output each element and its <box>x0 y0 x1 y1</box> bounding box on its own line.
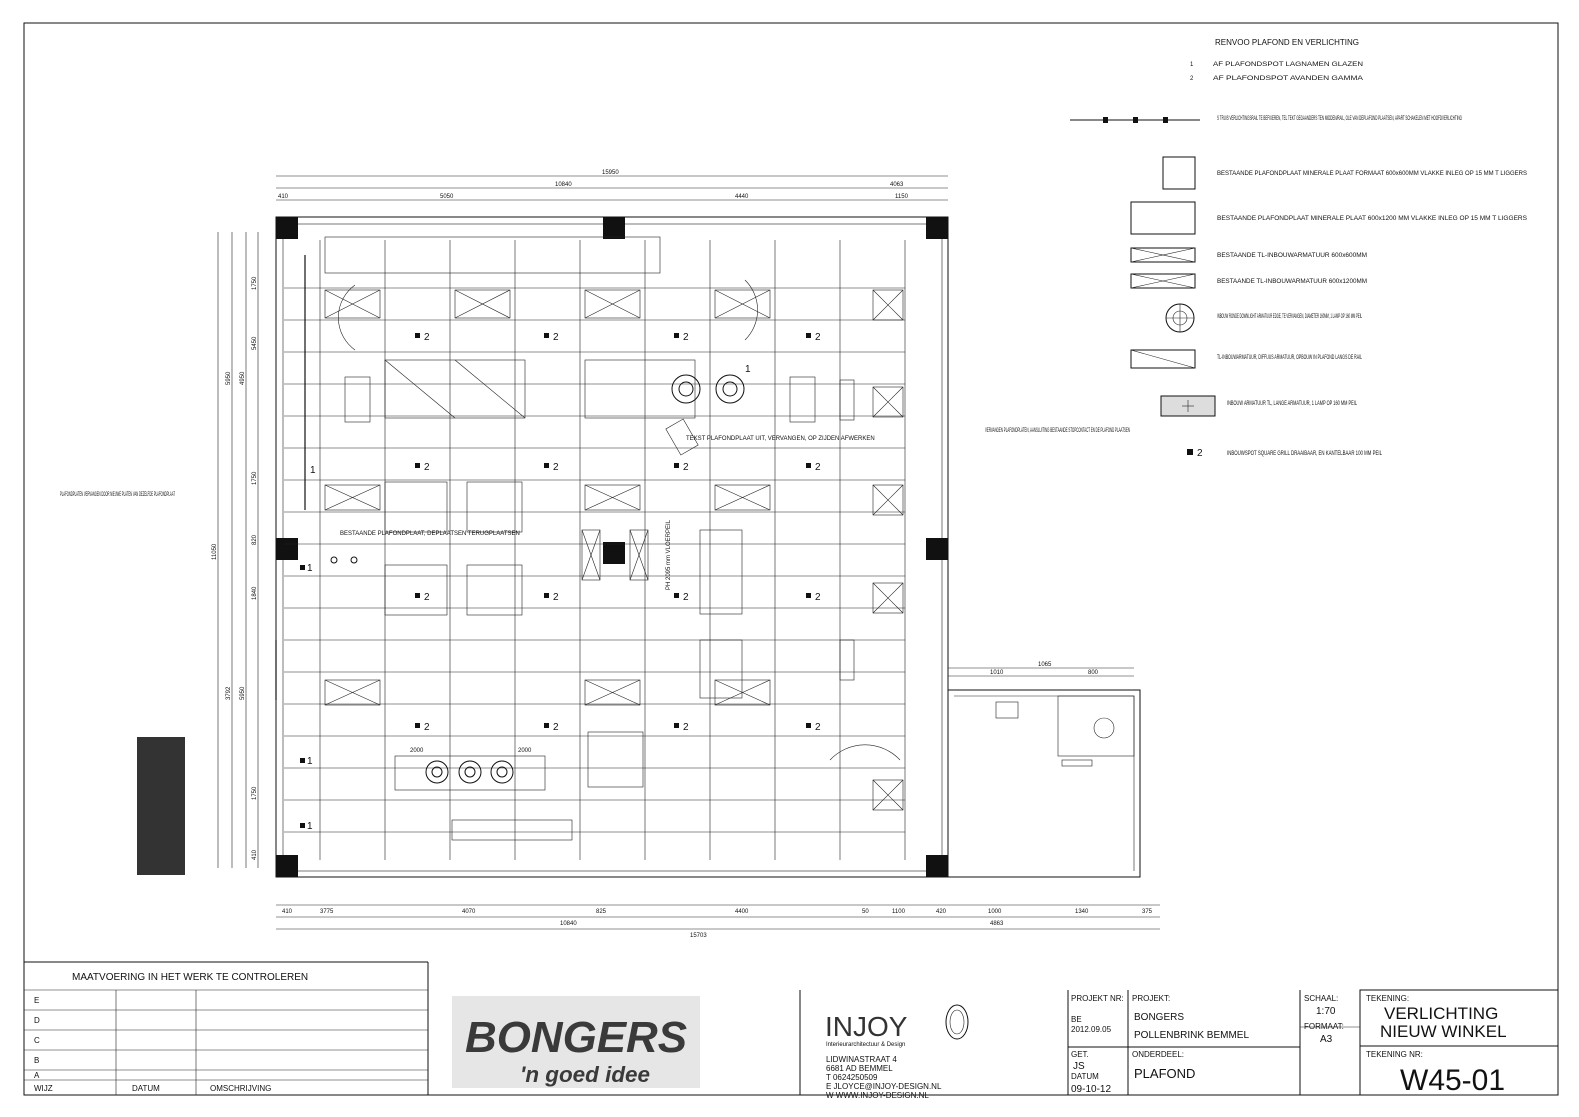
column <box>926 217 948 239</box>
spot-label: 1 <box>307 821 313 832</box>
spot-label: 2 <box>815 462 821 473</box>
downlight-icon <box>459 761 481 783</box>
dim-bottom-part: 825 <box>596 909 607 915</box>
dim-left-sub: 3792 <box>226 686 232 700</box>
designer-block <box>800 990 968 1100</box>
dim-bottom-part: 1340 <box>1075 909 1089 915</box>
client-logo <box>452 996 700 1088</box>
note-left: PLAFONDPLATEN VERVANGEN DOOR NIEUWE PLATEN VAN DEZELFDE PLAFONDPLAAT <box>60 492 176 498</box>
spot-label: 2 <box>553 462 559 473</box>
dim-left-sub: 5950 <box>226 371 232 385</box>
dim-left-part: 1750 <box>252 471 258 485</box>
downlight-icon <box>491 761 513 783</box>
tekeningnr-value: W45-01 <box>1400 1064 1506 1097</box>
tl-label: 2000 <box>518 748 532 754</box>
project-label: PROJEKT: <box>1132 994 1171 1003</box>
tekening-line1: VERLICHTING <box>1384 1004 1499 1023</box>
schaal-label: SCHAAL: <box>1304 994 1339 1003</box>
column <box>276 855 298 877</box>
sink <box>996 702 1018 718</box>
dim-left-part: 1840 <box>252 586 258 600</box>
dim-top-total: 15950 <box>602 170 619 176</box>
existing-element-block <box>137 737 185 875</box>
dim-bottom-part: 1000 <box>988 909 1002 915</box>
spot-label: 2 <box>815 332 821 343</box>
dimensions-top <box>276 170 948 200</box>
tekeningnr-label: TEKENING NR: <box>1366 1050 1423 1059</box>
datum-value: 09-10-12 <box>1071 1084 1112 1095</box>
spot-label: 1 <box>307 756 313 767</box>
revision-col-datum: DATUM <box>132 1084 160 1093</box>
dim-bottom-part: 50 <box>862 909 869 915</box>
legend-marker: 2 <box>1190 76 1194 82</box>
spot-label: 2 <box>815 722 821 733</box>
designer-phone: T 0624250509 <box>826 1073 878 1082</box>
dim-toilet: 800 <box>1088 670 1099 676</box>
dim-top-part: 4440 <box>735 194 749 200</box>
datum-label: DATUM <box>1071 1072 1099 1081</box>
spot-label: 2 <box>424 592 430 603</box>
dim-bottom-part: 410 <box>282 909 293 915</box>
legend-text: S TRUIS VERLICHTINGSRAIL TE BEFIXEREN, TEL TEKT GEGAANDERS TEN MIDDEN/RAIL, OLE VAN DEPLAFOND PLAATSEN, APART SCHAKELEN MET HOOFDVERLICHTING <box>1217 116 1463 122</box>
dim-left-part: 1750 <box>252 786 258 800</box>
column <box>926 538 948 560</box>
spot-label: 2 <box>553 332 559 343</box>
revision-col-wijz: WIJZ <box>34 1084 53 1093</box>
downlight-icon <box>426 761 448 783</box>
ceiling-grid <box>284 240 905 860</box>
spot-label: 2 <box>683 592 689 603</box>
plate-600-icon <box>1163 157 1195 189</box>
revision-row-label: E <box>34 996 40 1005</box>
dim-toilet: 1065 <box>1038 662 1052 668</box>
title-block <box>1068 990 1558 1097</box>
spot-label: 2 <box>683 722 689 733</box>
spot-label: 2 <box>815 592 821 603</box>
legend-text: AF PLAFONDSPOT LAGNAMEN GLAZEN <box>1213 62 1363 68</box>
plate-1200-icon <box>1131 202 1195 234</box>
designer-subtitle: Interieurarchitectuur & Design <box>826 1042 906 1048</box>
designer-name: INJOY <box>825 1011 908 1042</box>
dim-top-part: 5050 <box>440 194 454 200</box>
column <box>926 855 948 877</box>
revision-row-label: B <box>34 1056 40 1065</box>
client-logo-name: BONGERS <box>465 1013 687 1062</box>
client-logo-tagline: 'n goed idee <box>520 1062 650 1087</box>
projectnr-value: 2012.09.05 <box>1071 1025 1112 1034</box>
project-name: BONGERS <box>1134 1012 1185 1023</box>
tekening-line2: NIEUW WINKEL <box>1380 1022 1507 1041</box>
toilet-bowl <box>1094 718 1114 738</box>
schaal-value: 1:70 <box>1316 1006 1336 1017</box>
revision-table <box>24 962 428 1095</box>
get-value: JS <box>1073 1061 1085 1072</box>
legend-text: BESTAANDE TL-INBOUWARMATUUR 600x1200MM <box>1217 279 1367 285</box>
sheet-border <box>24 23 1558 1095</box>
projectnr-label: PROJEKT NR: <box>1071 994 1124 1003</box>
onderdeel-label: ONDERDEEL: <box>1132 1050 1185 1059</box>
revision-row-label: C <box>34 1036 40 1045</box>
revision-row-label: A <box>34 1071 40 1080</box>
spot-label: 2 <box>553 592 559 603</box>
spot-label: 2 <box>553 722 559 733</box>
dim-top-part: 410 <box>278 194 289 200</box>
column <box>276 217 298 239</box>
revision-row-label: D <box>34 1016 40 1025</box>
get-label: GET. <box>1071 1050 1089 1059</box>
designer-web: W WWW.INJOY-DESIGN.NL <box>826 1091 929 1100</box>
dimensions-toilet <box>948 662 1134 676</box>
square-spot-icon <box>1187 449 1193 455</box>
spot-label: 2 <box>424 462 430 473</box>
legend-marker: 2 <box>1197 448 1203 459</box>
tekening-label: TEKENING: <box>1366 994 1410 1003</box>
legend-text: INBOUW ARMATUUR TL, LANGE ARMATUUR, 1 LAMP OP 160 MM PEIL <box>1227 401 1358 407</box>
dim-left-part: 1750 <box>252 276 258 290</box>
legend-text: BESTAANDE PLAFONDPLAAT MINERALE PLAAT FORMAAT 600x600MM VLAKKE INLEG OP 15 MM T LIGGERS <box>1217 171 1527 177</box>
note-right: VERVANGEN PLAFONDPLATEN, AANSLUITING BESTAANDE STOPCONTACT EN DE PLAFOND PLAATSEN <box>985 428 1130 434</box>
revision-col-omschrijving: OMSCHRIJVING <box>210 1084 272 1093</box>
legend <box>1070 38 1527 459</box>
legend-text: INBOUW RONDE DOWNLIGHT ARMATUUR EDGE, TE VERVANGEN, DIAMETER 160MM, 1 LAMP OP 160 MM PEIL <box>1217 314 1363 320</box>
toilet-room <box>1058 696 1134 756</box>
ceiling-plan <box>276 217 1140 877</box>
plan-note: PH 2095 mm VLOERPEIL <box>666 519 672 590</box>
dim-bottom-part: 375 <box>1142 909 1153 915</box>
spot-label: 2 <box>424 722 430 733</box>
formaat-value: A3 <box>1320 1034 1333 1045</box>
dimensions-bottom <box>276 905 1160 939</box>
revision-heading: MAATVOERING IN HET WERK TE CONTROLEREN <box>72 972 309 983</box>
dim-bottom-sub2: 4863 <box>990 921 1004 927</box>
projectnr-code: BE <box>1071 1015 1082 1024</box>
dim-bottom-part: 1100 <box>892 909 905 915</box>
legend-text: BESTAANDE PLAFONDPLAAT MINERALE PLAAT 600x1200 MM VLAKKE INLEG OP 15 MM T LIGGERS <box>1217 216 1527 222</box>
designer-address2: 6681 AD BEMMEL <box>826 1064 893 1073</box>
spot-markers <box>300 332 821 832</box>
dim-left-part: 5450 <box>252 336 258 350</box>
designer-address1: LIDWINASTRAAT 4 <box>826 1055 897 1064</box>
downlight-icon <box>716 375 744 403</box>
legend-title: RENVOO PLAFOND EN VERLICHTING <box>1215 38 1360 47</box>
dim-bottom-part: 420 <box>936 909 947 915</box>
column <box>603 542 625 564</box>
dim-left-total: 11050 <box>212 543 218 560</box>
dim-left-part: 820 <box>252 534 258 545</box>
legend-text: TL-INBOUWARMATUUR, DIFFUUS ARMATUUR, OPBOUW IN PLAFOND LANGS DE RAIL <box>1217 355 1363 361</box>
plan-note: BESTAANDE PLAFONDPLAAT, DEPLAATSEN TERUGPLAATSEN <box>340 531 520 537</box>
onderdeel-value: PLAFOND <box>1134 1066 1196 1081</box>
legend-text: BESTAANDE TL-INBOUWARMATUUR 600x600MM <box>1217 253 1367 259</box>
column <box>603 217 625 239</box>
dim-top-sub1: 10840 <box>555 182 572 188</box>
dim-bottom-part: 3775 <box>320 909 334 915</box>
spot-label: 1 <box>307 563 313 574</box>
legend-marker: 1 <box>1190 62 1194 68</box>
designer-email: E JLOYCE@INJOY-DESIGN.NL <box>826 1082 942 1091</box>
formaat-label: FORMAAT: <box>1304 1022 1344 1031</box>
dim-left-sub: 4950 <box>240 371 246 385</box>
spot-label: 1 <box>745 364 751 375</box>
spot-label: 2 <box>683 462 689 473</box>
dim-top-part: 1150 <box>895 194 908 200</box>
plan-note: TEKST PLAFONDPLAAT UIT, VERVANGEN, OP ZIJDEN AFWERKEN <box>686 436 875 442</box>
spot-label: 2 <box>683 332 689 343</box>
tl-label: 2000 <box>410 748 424 754</box>
dim-left-sub: 5950 <box>240 686 246 700</box>
dim-toilet: 1010 <box>990 670 1004 676</box>
dim-top-sub2: 4063 <box>890 182 904 188</box>
dim-bottom-part: 4400 <box>735 909 749 915</box>
project-location: POLLENBRINK BEMMEL <box>1134 1030 1250 1041</box>
dim-bottom-part: 4070 <box>462 909 476 915</box>
dim-bottom-sub1: 10840 <box>560 921 577 927</box>
legend-text: INBOUWSPOT SQUARE GRILL DRAAIBAAR, EN KANTELBAAR 100 MM PEIL <box>1227 451 1383 457</box>
dimensions-left <box>212 232 258 868</box>
legend-text: AF PLAFONDSPOT AVANDEN GAMMA <box>1213 76 1363 82</box>
dim-bottom-total: 15703 <box>690 933 707 939</box>
spot-label: 2 <box>424 332 430 343</box>
column <box>276 538 298 560</box>
downlight-icon <box>672 375 700 403</box>
dim-left-part: 410 <box>252 849 258 860</box>
plan-extension-wall <box>948 690 1140 877</box>
spot-label: 1 <box>310 465 316 476</box>
